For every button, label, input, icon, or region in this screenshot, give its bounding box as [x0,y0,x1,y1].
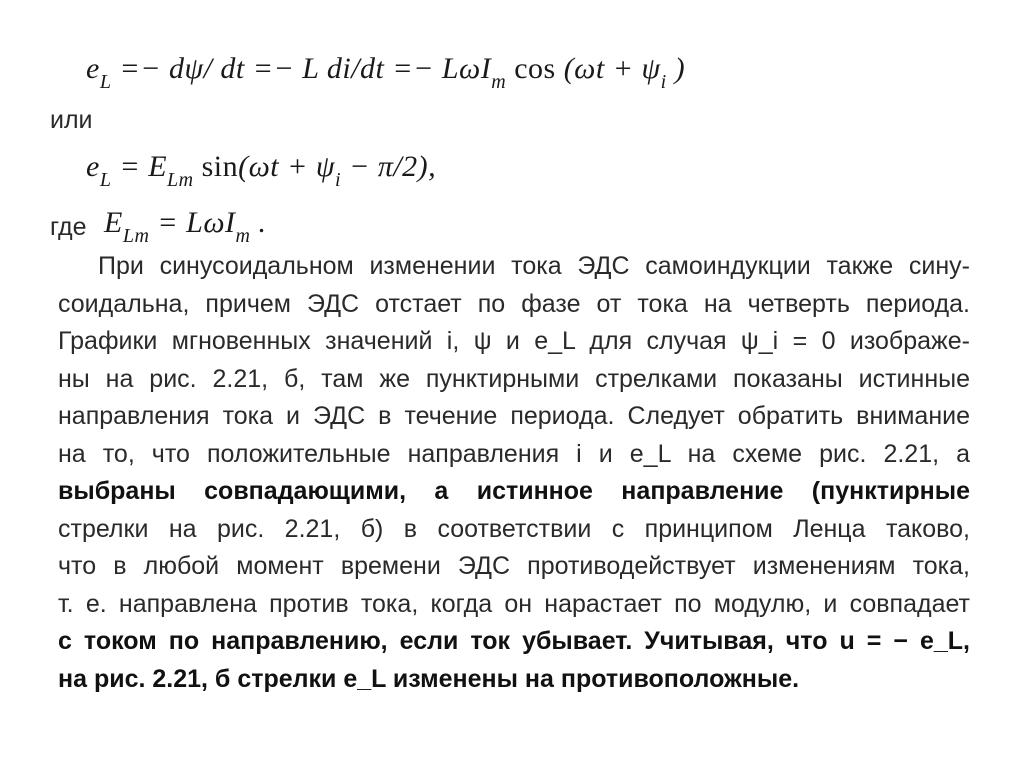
formula-expression: = E [111,150,168,183]
formula-subscript: L [99,169,112,191]
formula-symbol: e [86,52,100,85]
formula-expression: = LωI [149,206,236,239]
formula-subscript: i [660,71,667,93]
word-or: или [50,106,93,134]
formula-function: cos [506,52,556,85]
formula-subscript: i [335,169,342,191]
formula-subscript: L [99,71,112,93]
paragraph-line: направления тока и ЭДС в течение периода. Следует обратить внимание [58,402,970,430]
word-where: где [50,213,87,241]
formula-subscript: Lm [167,169,194,191]
formula-symbol: e [86,150,100,183]
formula-expression: (ωt + ψ [555,52,661,85]
formula-emf-derivative [86,52,685,94]
paragraph-line: на рис. 2.21, б стрелки e_L изменены на противоположные. [58,664,800,693]
paragraph-line: Графики мгновенных значений i, ψ и e_L для случая ψ_i = 0 изображе- [58,327,970,355]
formula-expression: − π/2), [341,150,437,183]
body-paragraph [58,248,970,698]
paragraph-line: ны на рис. 2.21, б, там же пунктирными стрелками показаны истинные [58,364,970,393]
paragraph-line: стрелки на рис. 2.21, б) в соответствии с принципом Ленца таково, [58,514,970,543]
paragraph-line: на то, что положительные направления i и e_L на схеме рис. 2.21, а [58,439,970,468]
paragraph-line: т. е. направлена против тока, когда он нарастает по модулю, и совпадает [58,589,970,618]
formula-expression: =− dψ/ dt =− L di/dt =− LωI [111,52,492,85]
formula-expression: (ωt + ψ [238,150,336,183]
formula-expression: . [250,206,267,239]
formula-subscript: Lm [122,225,150,247]
paragraph-line: что в любой момент времени ЭДС противодействует изменениям тока, [58,552,970,580]
formula-symbol: E [104,206,123,239]
formula-expression: ) [666,52,686,85]
formula-subscript: m [491,71,507,93]
paragraph-line: соидальна, причем ЭДС отстает по фазе от тока на четверть периода. [58,289,970,318]
paragraph-line: выбраны совпадающими, а истинное направление (пунктирные [58,477,970,505]
formula-amplitude [104,206,266,248]
formula-function: sin [193,150,239,183]
paragraph-line: с током по направлению, если ток убывает. Учитывая, что u = − e_L, [58,627,970,655]
formula-subscript: m [235,225,251,247]
formula-emf-sine [86,150,436,192]
paragraph-line: При синусоидальном изменении тока ЭДС самоиндукции также сину- [98,252,970,280]
